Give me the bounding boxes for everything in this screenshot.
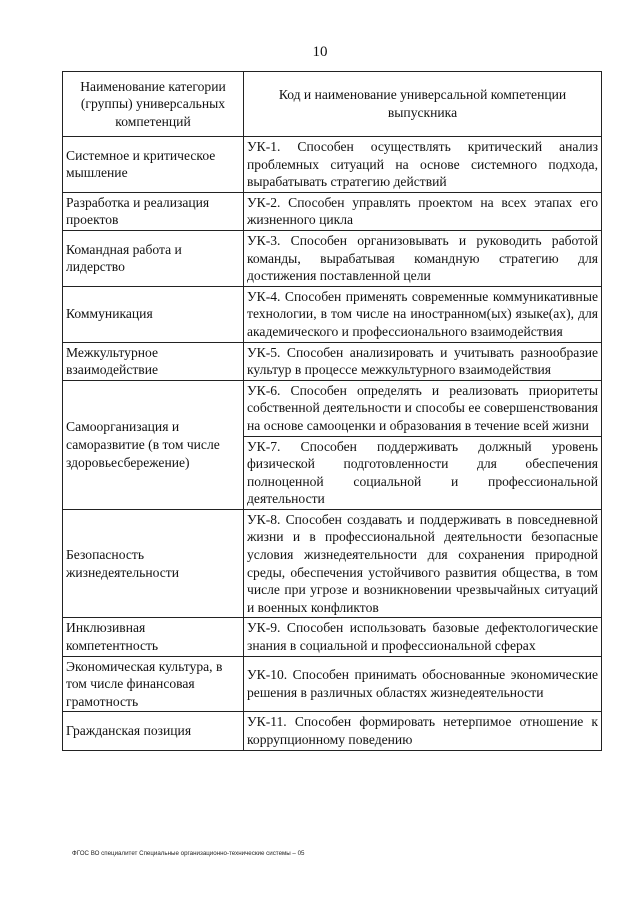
- table-row: [63, 192, 602, 230]
- competence-cell: УК-11. Способен формировать нетерпимое отношение к коррупционному поведению: [244, 712, 602, 750]
- category-cell: Инклюзивная компетентность: [63, 618, 244, 656]
- table-row: [63, 342, 602, 380]
- competence-cell: УК-4. Способен применять современные коммуникативные технологии, в том числе на иностранном(ых) языке(ах), для академического и профессионального взаимодействия: [244, 286, 602, 342]
- competence-cell: УК-8. Способен создавать и поддерживать в повседневной жизни и в профессиональной деятельности безопасные условия жизнедеятельности для сохранения природной среды, обеспечения устойчивого развития общества, в том числе при угрозе и возникновении чрезвычайных ситуаций и военных конфликтов: [244, 509, 602, 618]
- category-cell: Межкультурное взаимодействие: [63, 342, 244, 380]
- footer-text: ФГОС ВО специалитет Специальные организационно-технические системы – 05: [72, 850, 305, 857]
- header-competence: Код и наименование универсальной компетенции выпускника: [244, 72, 602, 137]
- category-cell: Системное и критическое мышление: [63, 137, 244, 193]
- competence-cell: УК-5. Способен анализировать и учитывать разнообразие культур в процессе межкультурного взаимодействия: [244, 342, 602, 380]
- page-number: 10: [312, 44, 328, 60]
- competence-cell: УК-7. Способен поддерживать должный уровень физической подготовленности для обеспечения полноценной социальной и профессиональной деятельности: [244, 436, 602, 509]
- table-row: [63, 286, 602, 342]
- competence-cell: УК-3. Способен организовывать и руководить работой команды, вырабатывая командную стратегию для достижения поставленной цели: [244, 230, 602, 286]
- category-cell: Командная работа и лидерство: [63, 230, 244, 286]
- category-cell: Гражданская позиция: [63, 712, 244, 750]
- table-row: [63, 230, 602, 286]
- competence-cell: УК-6. Способен определять и реализовать приоритеты собственной деятельности и способы ее совершенствования на основе самооценки и образования в течение всей жизни: [244, 380, 602, 436]
- category-cell: Самоорганизация и саморазвитие (в том числе здоровьесбережение): [63, 380, 244, 509]
- header-category: Наименование категории (группы) универсальных компетенций: [63, 72, 244, 137]
- table-row: [63, 509, 602, 618]
- competences-table: [62, 71, 602, 751]
- competence-cell: УК-1. Способен осуществлять критический анализ проблемных ситуаций на основе системного подхода, вырабатывать стратегию действий: [244, 137, 602, 193]
- table-header-row: [63, 72, 602, 137]
- category-cell: Экономическая культура, в том числе финансовая грамотность: [63, 656, 244, 712]
- table-row: [63, 656, 602, 712]
- competence-cell: УК-10. Способен принимать обоснованные экономические решения в различных областях жизнедеятельности: [244, 656, 602, 712]
- category-cell: Коммуникация: [63, 286, 244, 342]
- table-row: [63, 712, 602, 750]
- table-row: [63, 137, 602, 193]
- category-cell: Разработка и реализация проектов: [63, 192, 244, 230]
- table-row: [63, 618, 602, 656]
- competence-cell: УК-9. Способен использовать базовые дефектологические знания в социальной и профессиональной сферах: [244, 618, 602, 656]
- table-row: [63, 380, 602, 436]
- category-cell: Безопасность жизнедеятельности: [63, 509, 244, 618]
- competence-cell: УК-2. Способен управлять проектом на всех этапах его жизненного цикла: [244, 192, 602, 230]
